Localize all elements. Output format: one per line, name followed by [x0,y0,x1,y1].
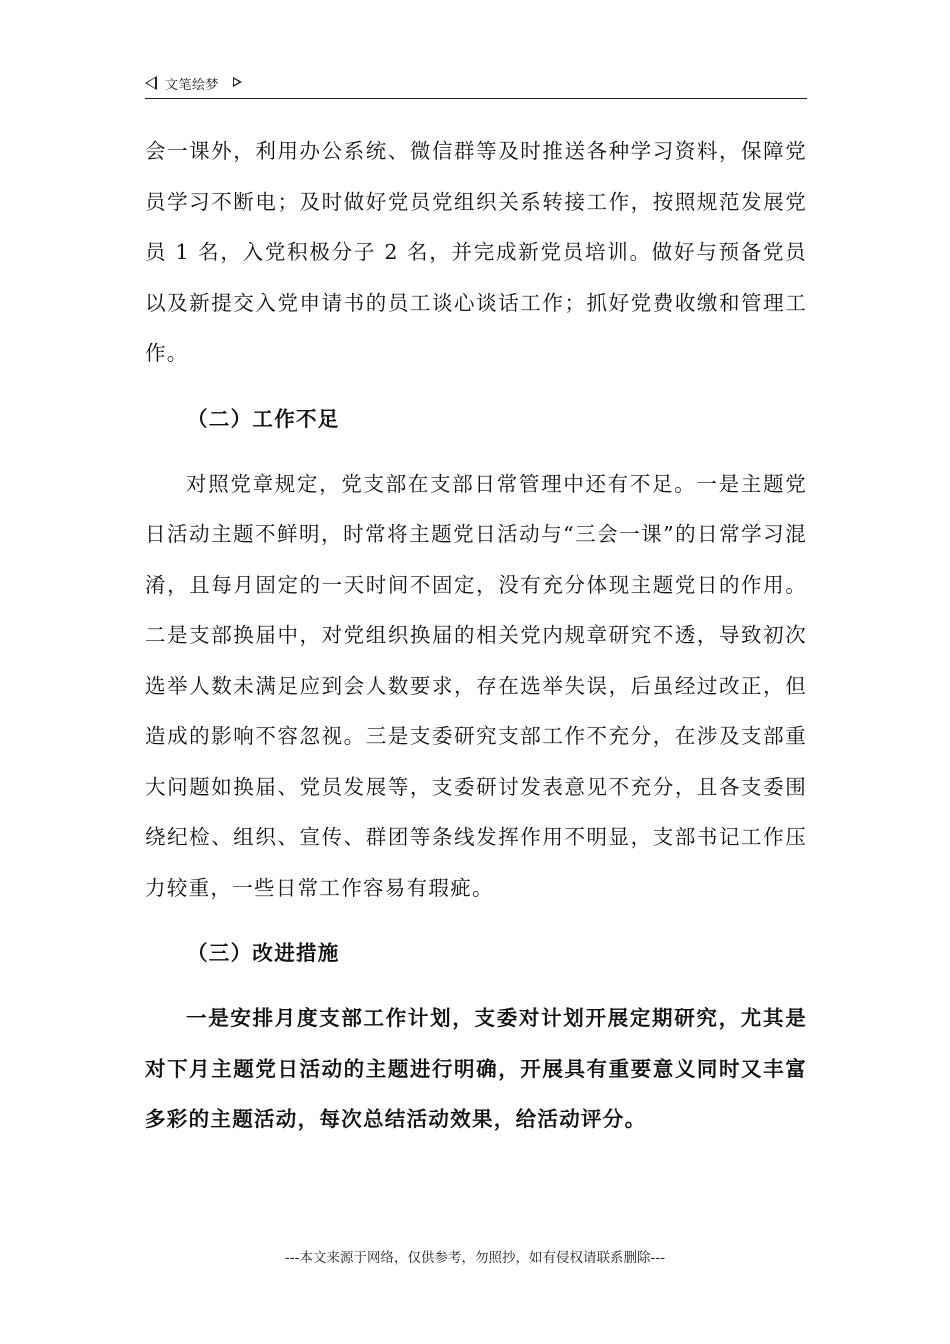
paragraph-1: 会一课外，利用办公系统、微信群等及时推送各种学习资料，保障党员学习不断电；及时做好党员党组织关系转接工作，按照规范发展党员 1 名，入党积极分子 2 名，并完成新党员培训。做好与预备党员以及新提交入党申请书的员工谈心谈话工作；抓好党费收缴和管理工作。 [145,139,807,365]
footer-disclaimer: ---本文来源于网络，仅供参考，勿照抄，如有侵权请联系删除--- [284,1250,666,1266]
section-heading-2: （二）工作不足 [187,406,340,431]
page-header [145,72,807,99]
paragraph-2: 对照党章规定，党支部在支部日常管理中还有不足。一是主题党日活动主题不鲜明，时常将主题党日活动与“三会一课”的日常学习混淆，且每月固定的一天时间不固定，没有充分体现主题党日的作用。二是支部换届中，对党组织换届的相关党内规章研究不透，导致初次选举人数未满足应到会人数要求，存在选举失误，后虽经过改正，但造成的影响不容忽视。三是支委研究支部工作不充分，在涉及支部重大问题如换届、党员发展等，支委研讨发表意见不充分，且各支委围绕纪检、组织、宣传、群团等条线发挥作用不明显，支部书记工作压力较重，一些日常工作容易有瑕疵。 [145,471,807,900]
header-brand: 文笔绘梦 [165,78,220,93]
triangle-right-icon [233,77,242,87]
triangle-left-icon [145,76,157,90]
paragraph-3: 一是安排月度支部工作计划，支委对计划开展定期研究，尤其是对下月主题党日活动的主题进行明确，开展具有重要意义同时又丰富多彩的主题活动，每次总结活动效果，给活动评分。 [145,1006,807,1131]
document-body [145,126,807,1145]
section-heading-3: （三）改进措施 [187,941,340,965]
